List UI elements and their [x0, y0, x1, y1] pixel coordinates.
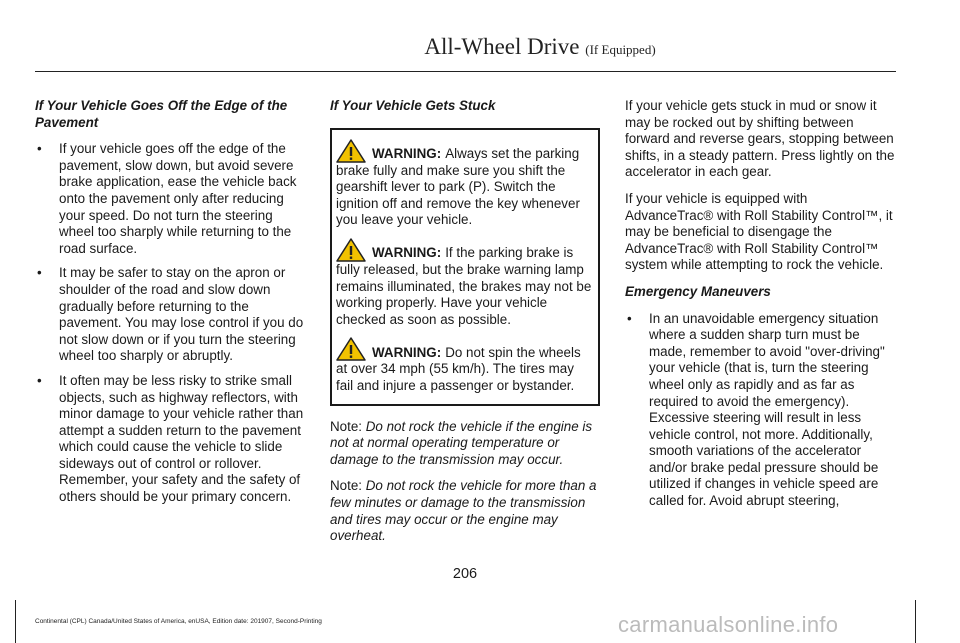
bullet-icon: •: [37, 141, 42, 157]
crop-mark-right: [915, 600, 916, 643]
warning-label: WARNING:: [372, 245, 442, 261]
page-number: 206: [452, 566, 478, 582]
note-text: Do not rock the vehicle if the engine is not at normal operating temperature or damage to the transmission may occur.: [330, 418, 593, 467]
list-item: • It may be safer to stay on the apron or shoulder of the road and slow down gradually before returning to the pavement. You may lose control if you do not slow down or if you turn the steering wheel too sharply or abruptly.: [37, 265, 304, 364]
warning-triangle-icon: [336, 337, 366, 361]
bullet-icon: •: [37, 265, 42, 281]
list-item: • It often may be less risky to strike small objects, such as highway reflectors, with minor damage to your vehicle rather than attempt a sudden return to the pavement which could cause the vehicle to slide sideways out of control or rollover. Remember, your safety and the safety of others should be your primary concern.: [37, 372, 304, 505]
page-header-title: [330, 34, 750, 60]
warning-item: [336, 139, 594, 229]
bullet-list: [35, 141, 305, 505]
section-title: All-Wheel Drive: [424, 34, 580, 59]
note-paragraph: [330, 419, 600, 469]
body-paragraph: If your vehicle gets stuck in mud or snow it may be rocked out by shifting between forward and reverse gears, stopping between shifts, in a steady pattern. Press lightly on the accelerator in each gear.: [625, 98, 895, 180]
section-heading: If Your Vehicle Gets Stuck: [330, 98, 496, 113]
header-divider: [35, 71, 896, 72]
warning-text: Do not spin the wheels: [445, 344, 581, 360]
warning-triangle-icon: [336, 139, 366, 163]
warning-triangle-icon: [336, 238, 366, 262]
warning-box: [330, 128, 600, 406]
footer-text: Continental (CPL) Canada/United States of America, enUSA, Edition date: 201907, Second-Printing: [35, 618, 322, 625]
column-2: [330, 98, 600, 555]
section-heading: Emergency Maneuvers: [625, 283, 771, 299]
warning-text-cont: fully released, but the brake warning lamp remains illuminated, the brakes may not be working properly. Have your vehicle checked as soon as possible.: [336, 261, 592, 327]
bullet-list: [625, 311, 897, 510]
warning-text-cont: at over 34 mph (55 km/h). The tires may fail and injure a passenger or bystander.: [336, 361, 575, 393]
list-item: • If your vehicle goes off the edge of the pavement, slow down, but avoid severe brake application, ease the vehicle back onto the pavement only after reducing your speed. Do not turn the steering wheel too sharply while returning to the road surface.: [37, 141, 297, 256]
warning-label: WARNING:: [372, 146, 442, 161]
section-subtitle: (If Equipped): [585, 42, 656, 57]
crop-mark-left: [15, 600, 16, 643]
warning-text-cont: brake fully and make sure you shift the gearshift lever to park (P). Switch the ignition off and remove the key whenever you leave your vehicle.: [336, 162, 580, 228]
list-item: • In an unavoidable emergency situation where a sudden sharp turn must be made, remember to avoid "over-driving" your vehicle (that is, turn the steering wheel only as rapidly and as far as required to avoid the emergency). Excessive steering will result in less vehicle control, not more. Additionally, smooth variations of the accelerator and/or brake pedal pressure should be utilized if changes in vehicle speed are called for. Avoid abrupt steering,: [627, 310, 885, 509]
column-3: [625, 98, 897, 518]
section-heading: If Your Vehicle Goes Off the Edge of the Pavement: [35, 98, 288, 130]
warning-label: WARNING:: [372, 344, 442, 360]
note-text: Do not rock the vehicle for more than a few minutes or damage to the transmission and tires may occur or the engine may overheat.: [330, 478, 597, 544]
column-1: [35, 98, 305, 514]
warning-text: Always set the parking: [445, 146, 580, 161]
warning-item: [336, 238, 594, 328]
bullet-icon: •: [37, 372, 42, 388]
note-label: Note:: [330, 478, 363, 494]
warning-text: If the parking brake is: [445, 245, 574, 261]
note-label: Note:: [330, 418, 363, 434]
warning-item: [336, 337, 594, 394]
body-paragraph: If your vehicle is equipped with AdvanceTrac® with Roll Stability Control™, it may be beneficial to disengage the AdvanceTrac® with Roll Stability Control™ system while attempting to rock the vehicle.: [625, 190, 893, 273]
watermark: carmanualsonline.info: [618, 612, 839, 637]
note-paragraph: [330, 478, 600, 544]
bullet-icon: •: [627, 310, 632, 326]
